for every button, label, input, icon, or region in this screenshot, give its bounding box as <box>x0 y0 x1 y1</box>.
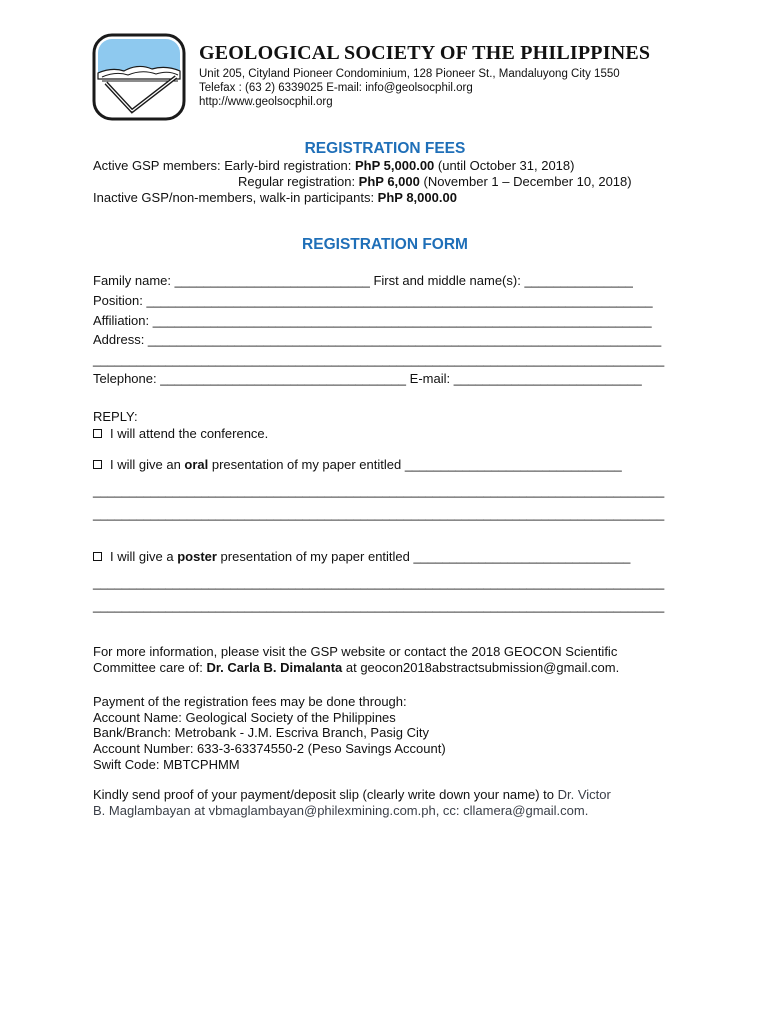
fee-line-nonmember <box>93 190 457 206</box>
oral-label-bold: oral <box>184 457 209 472</box>
proof-contact-name: Dr. Victor <box>557 787 611 802</box>
fee-line-regular <box>238 174 632 190</box>
fee-line-early-bird <box>93 158 574 174</box>
info-contact-email: at geocon2018abstractsubmission@gmail.com. <box>342 660 620 675</box>
fee-nonmember-label: Inactive GSP/non-members, walk-in participants: <box>93 190 378 205</box>
gsp-logo <box>92 33 186 121</box>
org-address: Unit 205, Cityland Pioneer Condominium, 128 Pioneer St., Mandaluyong City 1550 <box>199 68 620 80</box>
poster-title-line-2[interactable]: _______________________________________________________________________________ <box>93 598 665 613</box>
poster-label-prefix: I will give a <box>110 549 178 564</box>
poster-option[interactable] <box>93 549 630 565</box>
fee-nonmember-amount: PhP 8,000.00 <box>377 190 457 205</box>
affiliation-field[interactable]: Affiliation: _____________________________________________________________________ <box>93 313 652 328</box>
oral-option[interactable] <box>93 457 622 473</box>
family-name-field[interactable]: Family name: ___________________________ First and middle name(s): _______________ <box>93 273 633 288</box>
fee-early-bird-label: Active GSP members: Early-bird registration: <box>93 158 356 173</box>
poster-checkbox[interactable] <box>93 552 102 561</box>
oral-label-suffix: presentation of my paper entitled ______________________________ <box>208 457 622 472</box>
oral-title-line-1[interactable]: _______________________________________________________________________________ <box>93 483 665 498</box>
fees-heading: REGISTRATION FEES <box>304 140 466 157</box>
address-field[interactable]: Address: _______________________________________________________________________ <box>93 332 662 347</box>
proof-instruction: Kindly send proof of your payment/deposit slip (clearly write down your name) to <box>93 787 558 802</box>
poster-label-suffix: presentation of my paper entitled ______________________________ <box>216 549 631 564</box>
poster-title-line-1[interactable]: _______________________________________________________________________________ <box>93 575 665 590</box>
org-website[interactable]: http://www.geolsocphil.org <box>199 96 333 108</box>
oral-label-prefix: I will give an <box>110 457 185 472</box>
payment-swift-code: Swift Code: MBTCPHMM <box>93 757 240 772</box>
poster-label-bold: poster <box>177 549 217 564</box>
attend-checkbox[interactable] <box>93 429 102 438</box>
fee-regular-label: Regular registration: <box>238 174 359 189</box>
info-contact-name: Dr. Carla B. Dimalanta <box>206 660 343 675</box>
org-name: GEOLOGICAL SOCIETY OF THE PHILIPPINES <box>199 42 651 64</box>
fee-regular-amount: PhP 6,000 <box>358 174 420 189</box>
position-field[interactable]: Position: ______________________________________________________________________ <box>93 293 653 308</box>
address-field-line2[interactable]: _______________________________________________________________________________ <box>93 352 665 367</box>
info-contact-prefix: Committee care of: <box>93 660 207 675</box>
info-line-1: For more information, please visit the GSP website or contact the 2018 GEOCON Scientific <box>93 644 618 659</box>
org-contact: Telefax : (63 2) 6339025 E-mail: info@geolsocphil.org <box>199 82 473 94</box>
fee-early-bird-period: (until October 31, 2018) <box>434 158 575 173</box>
info-line-2 <box>93 660 619 676</box>
reply-label: REPLY: <box>93 409 138 424</box>
fee-early-bird-amount: PhP 5,000.00 <box>355 158 435 173</box>
fee-regular-period: (November 1 – December 10, 2018) <box>419 174 632 189</box>
proof-line-2: B. Maglambayan at vbmaglambayan@philexmining.com.ph, cc: cllamera@gmail.com. <box>93 803 589 818</box>
form-heading: REGISTRATION FORM <box>302 236 468 253</box>
telephone-email-field[interactable]: Telephone: __________________________________ E-mail: __________________________ <box>93 371 642 386</box>
attend-option[interactable] <box>93 426 268 442</box>
payment-bank-branch: Bank/Branch: Metrobank - J.M. Escriva Branch, Pasig City <box>93 725 429 740</box>
oral-title-line-2[interactable]: _______________________________________________________________________________ <box>93 506 665 521</box>
attend-label: I will attend the conference. <box>110 426 269 441</box>
oral-checkbox[interactable] <box>93 460 102 469</box>
payment-account-name: Account Name: Geological Society of the Philippines <box>93 710 396 725</box>
payment-intro: Payment of the registration fees may be done through: <box>93 694 407 709</box>
payment-account-number: Account Number: 633-3-63374550-2 (Peso Savings Account) <box>93 741 446 756</box>
proof-line-1 <box>93 787 611 803</box>
